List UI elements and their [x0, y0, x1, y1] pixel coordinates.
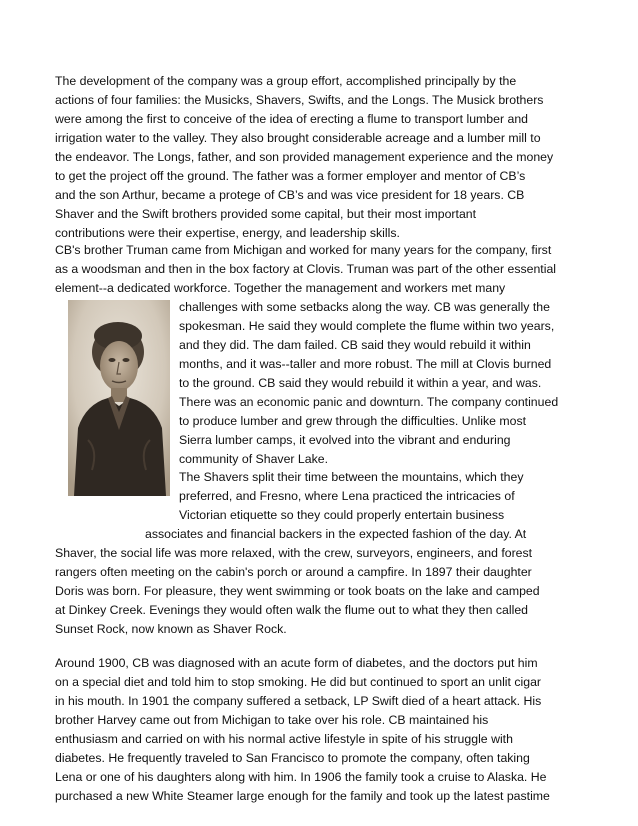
- portrait-photo-icon: [68, 300, 170, 496]
- text-line: actions of four families: the Musicks, Shavers, Swifts, and the Longs. The Musick brothers: [55, 93, 544, 107]
- text-line: purchased a new White Steamer large enough for the family and took up the latest pastime: [55, 789, 550, 803]
- text-line: as a woodsman and then in the box factory at Clovis. Truman was part of the other essential: [55, 262, 557, 276]
- text-line: associates and financial backers in the expected fashion of the day. At: [145, 527, 527, 541]
- text-line: challenges with some setbacks along the way. CB was generally the: [179, 300, 550, 314]
- text-line: Sierra lumber camps, it evolved into the vibrant and enduring: [179, 433, 511, 447]
- text-line: to produce lumber and grew through the difficulties. Unlike most: [179, 414, 527, 428]
- text-line: There was an economic panic and downturn. The company continued: [179, 395, 559, 409]
- text-line: Shaver, the social life was more relaxed, with the crew, surveyors, engineers, and forest: [55, 546, 533, 560]
- text-line: on a special diet and told him to stop smoking. He did but continued to sport an unlit cigar: [55, 675, 542, 689]
- text-line: in his mouth. In 1901 the company suffered a setback, LP Swift died of a heart attack. His: [55, 694, 542, 708]
- text-line: Shaver and the Swift brothers provided some capital, but their most important: [55, 207, 477, 221]
- text-line: preferred, and Fresno, where Lena practiced the intricacies of: [179, 489, 515, 503]
- text-line: the endeavor. The Longs, father, and son provided management experience and the money: [55, 150, 554, 164]
- text-line: element--a dedicated workforce. Together the management and workers met many: [55, 281, 506, 295]
- text-line: to the ground. CB said they would rebuild it within a year, and was.: [179, 376, 542, 390]
- text-line: at Dinkey Creek. Evenings they would often walk the flume out to what they then called: [55, 603, 529, 617]
- text-line: spokesman. He said they would complete the flume within two years,: [179, 319, 555, 333]
- text-line: enthusiasm and carried on with his normal active lifestyle in spite of his struggle with: [55, 732, 513, 746]
- text-line: Doris was born. For pleasure, they went swimming or took boats on the lake and camped: [55, 584, 540, 598]
- text-line: Sunset Rock, now known as Shaver Rock.: [55, 622, 287, 636]
- text-line: months, and it was--taller and more robust. The mill at Clovis burned: [179, 357, 552, 371]
- text-line: CB's brother Truman came from Michigan and worked for many years for the company, first: [55, 243, 552, 257]
- text-line: were among the first to conceive of the idea of erecting a flume to transport lumber and: [55, 112, 529, 126]
- text-line: diabetes. He frequently traveled to San Francisco to promote the company, often taking: [55, 751, 530, 765]
- text-line: Lena or one of his daughters along with him. In 1906 the family took a cruise to Alaska. He: [55, 770, 547, 784]
- text-line: Victorian etiquette so they could properly entertain business: [179, 508, 505, 522]
- text-line: Around 1900, CB was diagnosed with an acute form of diabetes, and the doctors put him: [55, 656, 538, 670]
- text-line: brother Harvey came out from Michigan to take over his role. CB maintained his: [55, 713, 489, 727]
- text-line: The development of the company was a group effort, accomplished principally by the: [55, 74, 517, 88]
- text-line: irrigation water to the valley. They also brought considerable acreage and a lumber mill to: [55, 131, 541, 145]
- text-line: and they did. The dam failed. CB said they would rebuild it within: [179, 338, 531, 352]
- text-line: to get the project off the ground. The father was a former employer and mentor of CB’s: [55, 169, 526, 183]
- text-line: community of Shaver Lake.: [179, 452, 328, 466]
- text-line: contributions were their expertise, energy, and leadership skills.: [55, 226, 400, 240]
- text-line: and the son Arthur, became a protege of CB’s and was vice president for 18 years. CB: [55, 188, 525, 202]
- text-line: The Shavers split their time between the mountains, which they: [179, 470, 524, 484]
- text-line: rangers often meeting on the cabin's porch or around a campfire. In 1897 their daughter: [55, 565, 532, 579]
